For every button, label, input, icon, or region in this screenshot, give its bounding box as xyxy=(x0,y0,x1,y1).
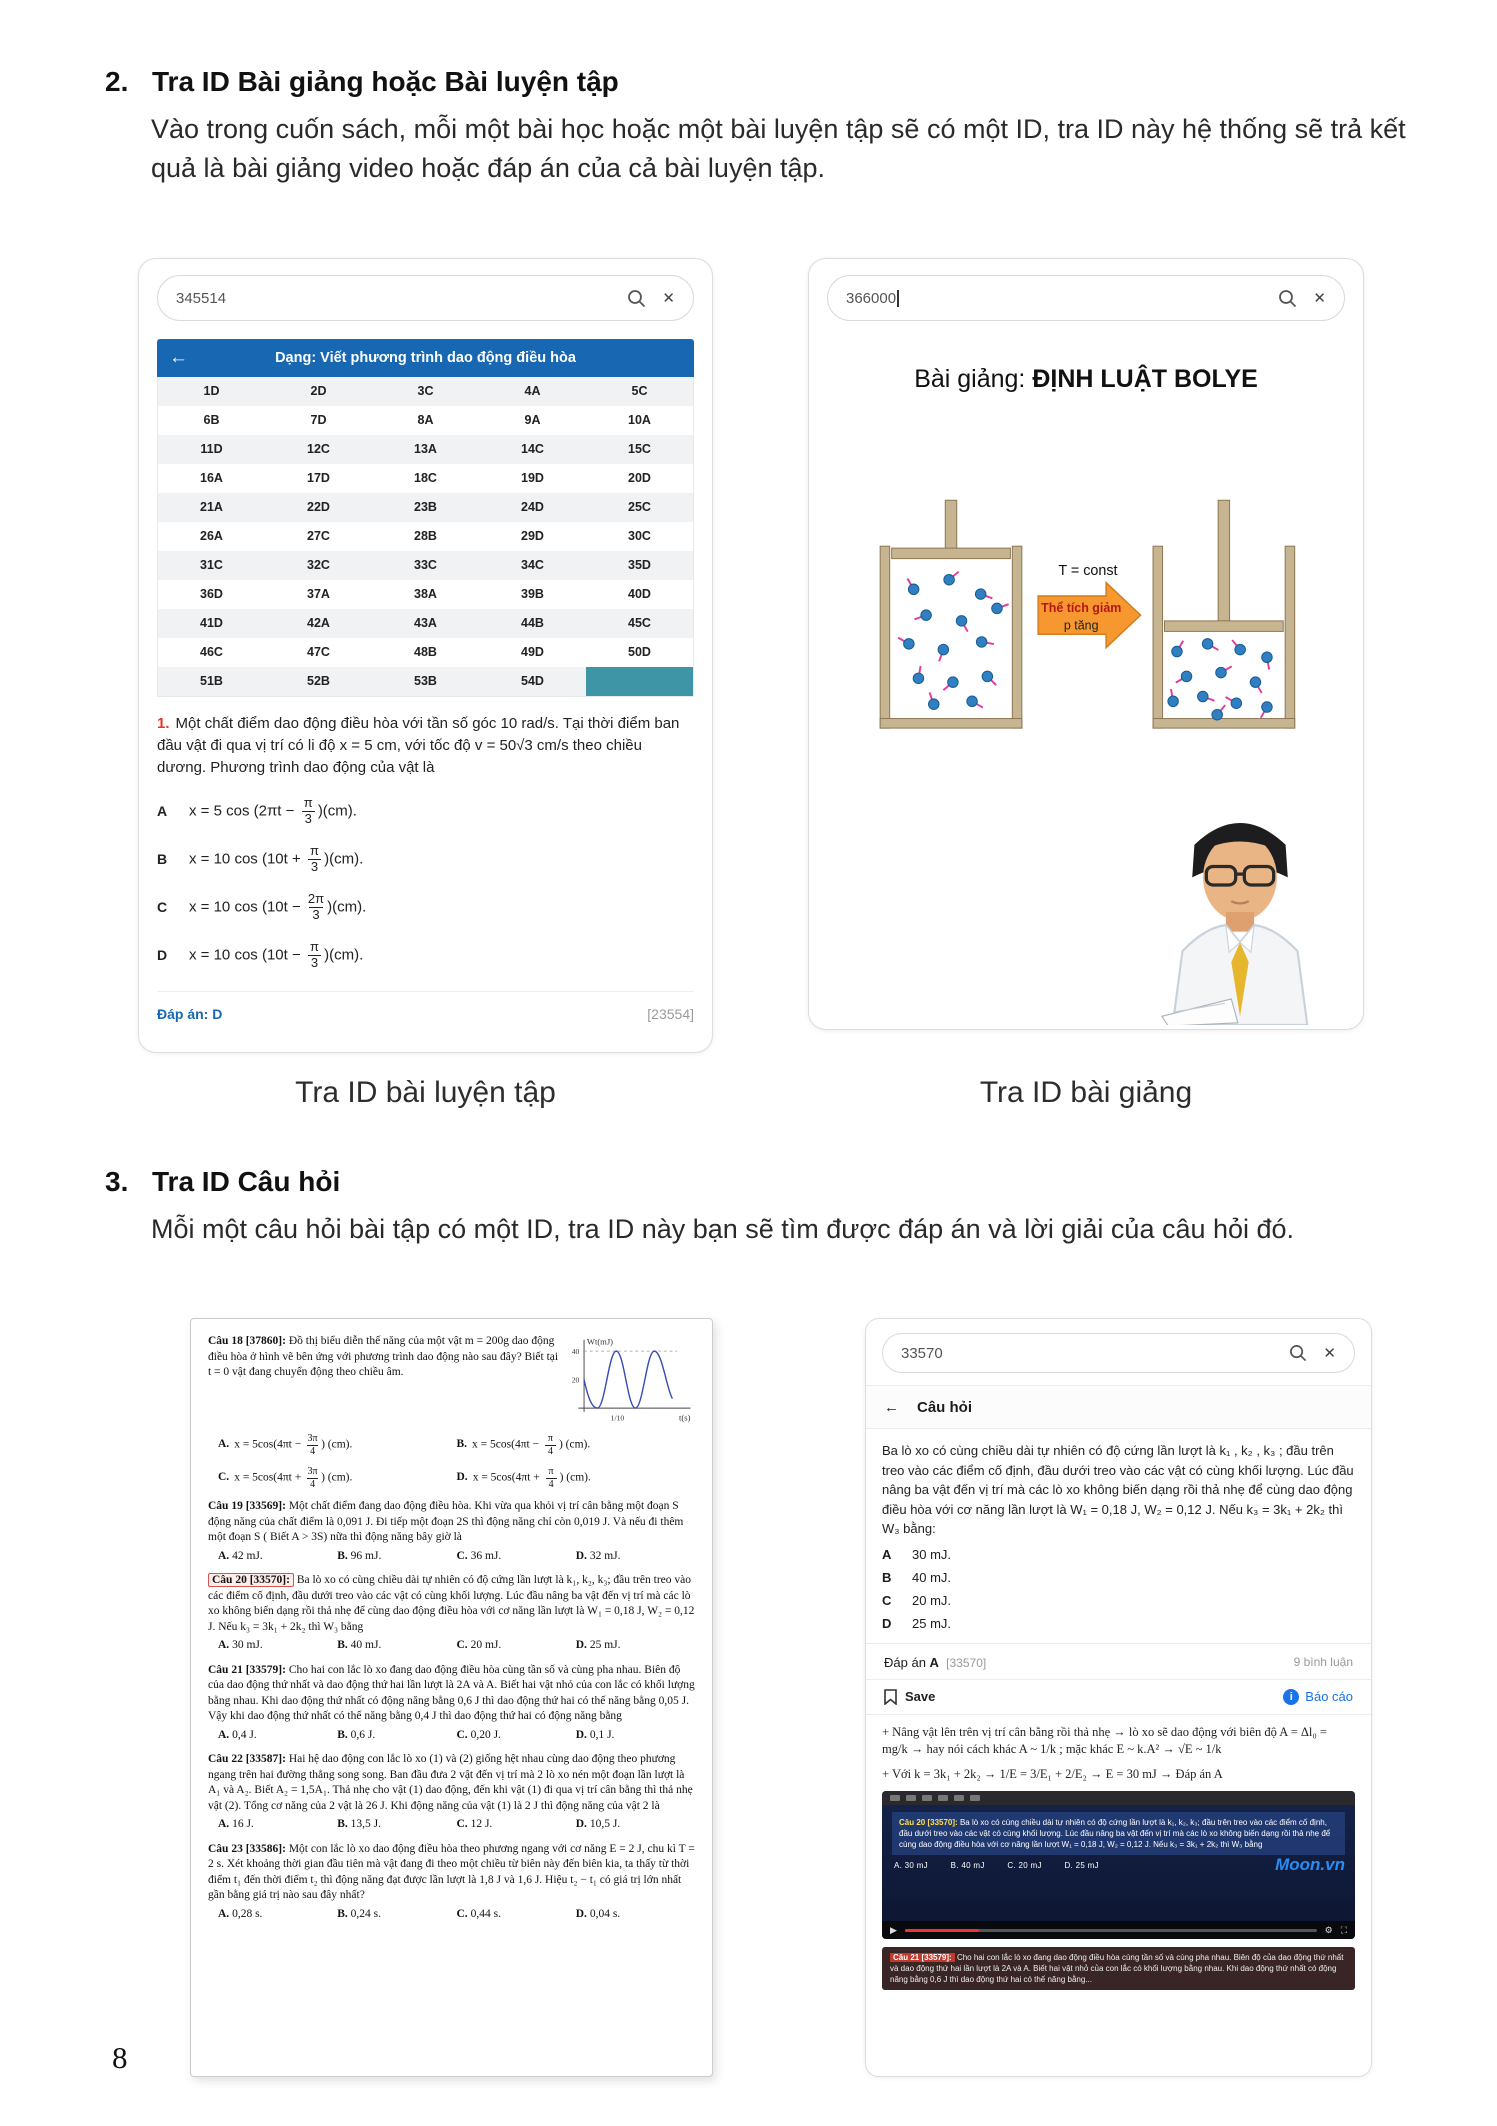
section3-number: 3. xyxy=(105,1166,129,1197)
question-text: Đồ thị biểu diễn thế năng của một vật m = 200g dao động điều hòa ở hình vẽ bên ứng với phương trình dao động nào sau đây? Biết tại t = 0 vật đang chuyển động theo chiều âm. xyxy=(208,1335,559,1378)
exercise-options xyxy=(157,796,694,971)
answer-cell: 29D xyxy=(521,529,544,543)
clear-search-icon[interactable]: ✕ xyxy=(1313,290,1326,307)
answer-cell: 42A xyxy=(265,609,372,638)
solution-line: + Nâng vật lên trên vị trí cân bằng rồi thả nhẹ → lò xo sẽ dao động với biên độ A = Δl₀ = mg/k → hay nói cách khác A ~ 1/k ; mặc khác E ~ k.A² → √E ~ 1/k xyxy=(882,1724,1327,1756)
detail-option: A 30 mJ. xyxy=(882,1546,952,1562)
answer-cell: 9A xyxy=(524,413,541,427)
section3-title: Tra ID Câu hỏi xyxy=(152,1166,341,1197)
back-arrow-icon[interactable]: ← xyxy=(884,1398,899,1416)
question-text: Một chất điểm đang dao động điều hòa. Khi vừa qua khỏi vị trí cân bằng một đoạn S động năng của chất điểm là 0,091 J. Đi tiếp một đoạn 2S thì động năng chỉ còn 0,019 J. Và nếu đi thêm một đoạn S ( Biết A > 3S) nữa thì động năng bây giờ là xyxy=(208,1500,684,1543)
question-text: Ba lò xo có cùng chiều dài tự nhiên có độ cứng lần lượt là k₁, k₂, k₃; đầu trên treo vào các điểm cố định, đầu dưới treo vào các vật có cùng khối lượng. Lúc đầu nâng ba vật đến vị trí mà các lò xo không biến dạng rồi thả nhẹ để cùng dao động điều hòa với cơ năng lần lượt là W₁ = 0,18 J, W₂ = 0,12 J. Nếu k₃ = 3k₁ + 2k₂ thì W₃ bằng xyxy=(208,1574,695,1633)
search-icon[interactable] xyxy=(1278,289,1297,308)
answer-cell: 31C xyxy=(158,551,265,580)
question-label: Câu 21 [33579]: xyxy=(208,1663,286,1676)
lecture-title-prefix: Bài giảng: xyxy=(914,365,1033,393)
question-option: A. 16 J. xyxy=(218,1818,254,1830)
answer-cell: 10A xyxy=(628,413,651,427)
solution-block xyxy=(882,1724,1355,1784)
answer-cell: 36D xyxy=(200,587,223,601)
question-item xyxy=(208,1334,695,1490)
back-arrow-icon[interactable]: ← xyxy=(169,347,188,368)
answer-cell: 48B xyxy=(414,645,437,659)
answer-cell: 41D xyxy=(158,609,265,638)
detail-answer-row xyxy=(866,1643,1371,1679)
svg-text:1/10: 1/10 xyxy=(610,1413,625,1423)
question-option: C. 20 mJ. xyxy=(456,1639,502,1651)
answer-cell: 27C xyxy=(307,529,330,543)
search-icon[interactable] xyxy=(627,289,646,308)
question-text: Một chất điểm dao động điều hòa với tần số góc 10 rad/s. Tại thời điểm ban đầu vật đi qua vị trí có li độ x = 5 cm, với tốc độ v = 50√3 cm/s theo chiều dương. Phương trình dao động của vật là xyxy=(157,715,680,776)
diagram-volume-label: Thể tích giảm xyxy=(1041,601,1122,616)
question-item xyxy=(208,1663,695,1744)
question-option: B. 0,6 J. xyxy=(337,1728,376,1741)
answer-cell: 3C xyxy=(372,377,479,406)
answer-cell: 16A xyxy=(200,471,223,485)
question-option: A. 0,28 s. xyxy=(218,1907,263,1920)
answer-cell: 28B xyxy=(414,529,437,543)
section2-title: Tra ID Bài giảng hoặc Bài luyện tập xyxy=(152,66,619,97)
answer-cell: 51B xyxy=(158,667,265,696)
answer-cell: 12C xyxy=(265,435,372,464)
question-bank-page xyxy=(190,1318,713,2077)
answer-cell: 19D xyxy=(521,471,544,485)
section2-number: 2. xyxy=(105,66,129,97)
answer-cell xyxy=(586,667,693,696)
boyle-law-diagram xyxy=(861,494,1311,742)
fullscreen-icon[interactable]: ⛶ xyxy=(1340,1924,1347,1935)
question-option: A. 0,4 J. xyxy=(218,1728,257,1741)
comments-link[interactable]: 9 bình luận xyxy=(1293,1655,1353,1669)
answer-cell: 39B xyxy=(521,587,544,601)
question-option: B x = 10 cos (10t + $\frac{\pi}{3}$ )(cm). xyxy=(157,842,364,874)
lecture-title xyxy=(827,365,1345,394)
page-number: 8 xyxy=(112,2040,128,2075)
answer-cell: 44B xyxy=(479,609,586,638)
lecture-title-name: ĐỊNH LUẬT BOLYE xyxy=(1032,365,1258,393)
answer-cell: 54D xyxy=(479,667,586,696)
svg-text:20: 20 xyxy=(571,1375,580,1385)
question-label: Câu 20 [33570]: xyxy=(208,1573,294,1587)
solution-line: + Với k = 3k₁ + 2k₂ → 1/E = 3/E₁ + 2/E₂ → E = 30 mJ → Đáp án A xyxy=(882,1766,1223,1781)
progress-bar[interactable] xyxy=(905,1929,1317,1932)
question-option: D. 25 mJ. xyxy=(575,1639,621,1651)
question-option: B. 96 mJ. xyxy=(337,1549,382,1562)
exercise-footer xyxy=(157,991,694,1022)
question-option: B. 40 mJ. xyxy=(337,1639,382,1651)
answer-label: Đáp án: D xyxy=(157,1005,223,1022)
answer-cell: 5C xyxy=(586,377,693,406)
question-option: C. 12 J. xyxy=(456,1818,493,1830)
bookmark-icon xyxy=(884,1689,897,1705)
watermark: Moon.vn xyxy=(1275,1855,1345,1874)
section3-heading xyxy=(105,1166,340,1198)
detail-option: B 40 mJ. xyxy=(882,1569,952,1585)
answer-cell: 1D xyxy=(158,377,265,406)
video-toolbar xyxy=(882,1791,1355,1805)
clear-search-icon[interactable]: ✕ xyxy=(1323,1345,1336,1362)
detail-question-text: Ba lò xo có cùng chiều dài tự nhiên có độ cứng lần lượt là k₁ , k₂ , k₃ ; đầu trên treo vào các điểm cố định, đầu dưới treo vào các vật có cùng khối lượng. Lúc đầu nâng ba vật đến vị trí mà các lò xo không biến dạng rồi thả nhẹ để cùng dao động điều hòa với cơ năng lần lượt là W₁ = 0,18 J, W₂ = 0,12 J. Nếu k₃ = 3k₁ + 2k₂ thì W₃ bằng: xyxy=(882,1443,1354,1536)
question-label: Câu 22 [33587]: xyxy=(208,1753,286,1765)
detail-header xyxy=(866,1385,1371,1429)
answer-cell: 21A xyxy=(158,493,265,522)
question-option: A. 42 mJ. xyxy=(218,1549,263,1562)
question-option: A. 30 mJ. xyxy=(218,1639,263,1651)
question-option: A x = 5 cos (2πt − $\frac{\pi}{3}$ )(cm). xyxy=(157,795,357,826)
question-option: D. 10,5 J. xyxy=(575,1818,621,1830)
answer-cell: 46C xyxy=(200,645,223,659)
answer-cell: 17D xyxy=(307,471,330,485)
info-icon: i xyxy=(1283,1689,1299,1705)
answer-cell: 2D xyxy=(265,377,372,406)
question-text: Một con lắc lò xo dao động điều hòa theo phương ngang với cơ năng E = 2 J, chu kì T = 2 s. Xét khoảng thời gian đầu tiên mà vật đang đi theo một chiều từ biên này đến biên kia, ta thấy từ thời điểm t₁ đến thời điểm t₂ thì động năng đạt được lần lượt là 1,8 J và 1,6 J. Hiệu t₂ − t₁ có giá trị lớn nhất gần bằng giá trị nào sau đây nhất? xyxy=(208,1842,695,1901)
answer-cell: 43A xyxy=(372,609,479,638)
answer-cell: 45C xyxy=(586,609,693,638)
video-options-line: A. 30 mJ B. 40 mJ C. 20 mJ D. 25 mJ xyxy=(894,1861,1099,1870)
question-text: Cho hai con lắc lò xo đang dao động điều hòa cùng tần số và cùng pha nhau. Biên độ của dao động thứ nhất và dao động thứ hai lần lượt là 2A và A. Biết hai vật nhỏ của con lắc có khối lượng bằng nhau. Khi dao động thứ nhất có động năng bằng 0,6 J thì dao động thứ hai có thế năng bằng 0,05 J. Vậy khi dao động thứ nhất có thế năng bằng 0,4 J thì dao động thứ hai có động năng bằng xyxy=(208,1663,695,1722)
answer-cell: 20D xyxy=(628,471,651,485)
detail-options xyxy=(882,1547,1355,1631)
play-icon[interactable]: ▶ xyxy=(890,1924,897,1935)
question-option: D. 0,1 J. xyxy=(575,1728,615,1741)
question-text: Hai hệ dao động con lắc lò xo (1) và (2) giống hệt nhau cùng dao động theo phương ngang trên hai đường thẳng song song. Ban đầu đưa 2 vật đến vị trí mà 2 lò xo nén một đoạn lần lượt là A₁ và A₂. Biết A₂ = 1,5A₁. Thả nhẹ cho vật (1) dao động, đến khi vật (1) đi qua vị trí cân bằng thì thả nhẹ vật (2). Tổng cơ năng của 2 vật là 26 J. Khi động năng của vật (1) là 2 J thì động năng của vật 2 là xyxy=(208,1753,693,1812)
clear-search-icon[interactable]: ✕ xyxy=(662,290,675,307)
answer-cell: 34C xyxy=(479,551,586,580)
svg-text:40: 40 xyxy=(571,1346,580,1356)
question-detail-card xyxy=(865,1318,1372,2077)
question-option: B. 0,24 s. xyxy=(337,1907,382,1920)
answer-cell: 47C xyxy=(307,645,330,659)
answer-cell: 33C xyxy=(372,551,479,580)
question-label: Câu 19 [33569]: xyxy=(208,1500,286,1512)
exercise-question xyxy=(157,713,694,779)
diagram-t-const: T = const xyxy=(1058,562,1118,579)
answer-cell: 23B xyxy=(372,493,479,522)
answer-cell: 49D xyxy=(521,645,544,659)
exercise-search-bar[interactable] xyxy=(157,275,694,321)
svg-text:t(s): t(s) xyxy=(679,1412,691,1423)
question-label: Câu 23 [33586]: xyxy=(208,1842,286,1855)
answer-cell: 11D xyxy=(158,435,265,464)
question-item xyxy=(208,1573,695,1654)
question-option: C. 0,20 J. xyxy=(456,1728,501,1741)
answer-cell: 24D xyxy=(479,493,586,522)
answer-cell: 13A xyxy=(372,435,479,464)
question-option: C x = 10 cos (10t − $\frac{2\pi}{3}$ )(cm). xyxy=(157,890,367,922)
lecture-caption: Tra ID bài giảng xyxy=(979,1076,1193,1109)
exercise-search-input[interactable]: 345514 xyxy=(176,289,227,307)
text-cursor xyxy=(897,290,899,307)
exercise-result-card xyxy=(138,258,713,1053)
answer-grid xyxy=(157,377,694,697)
answer-cell: 37A xyxy=(307,587,330,601)
question-item xyxy=(208,1499,695,1564)
answer-cell: 40D xyxy=(628,587,651,601)
question-item xyxy=(208,1842,695,1923)
potential-energy-graph xyxy=(570,1334,695,1429)
answer-cell: 32C xyxy=(265,551,372,580)
question-option: B. x = 5cos(4πt − $\frac{\pi}{4}$ ) (cm). xyxy=(456,1433,591,1457)
video-controls[interactable] xyxy=(882,1921,1355,1939)
svg-text:Wt(mJ): Wt(mJ) xyxy=(586,1336,614,1347)
answer-cell: 25C xyxy=(586,493,693,522)
question-number: 1. xyxy=(157,715,170,732)
answer-cell: 53B xyxy=(372,667,479,696)
lecture-search-bar[interactable] xyxy=(827,275,1345,321)
video-player[interactable] xyxy=(882,1791,1355,1939)
answer-cell: 26A xyxy=(200,529,223,543)
video-caption-2: Câu 21 [33579]: Cho hai con lắc lò xo đang dao động điều hòa cùng tần số và cùng pha nhau. Biên độ của dao động thứ nhất và dao động thứ hai lần lượt là 2A và A. Biết hai vật nhỏ của con lắc có khối lượng bằng nhau. Khi dao động thứ nhất có động năng bằng 0,6 J thì dao động thứ hai có thế năng bằng... xyxy=(882,1947,1355,1990)
question-option: D. 0,04 s. xyxy=(575,1907,621,1920)
teacher-photo xyxy=(1131,797,1349,1025)
answer-cell: 15C xyxy=(586,435,693,464)
detail-actions xyxy=(866,1679,1371,1715)
answer-cell: 52B xyxy=(265,667,372,696)
detail-header-title: Câu hỏi xyxy=(917,1398,972,1416)
exercise-id-badge: [23554] xyxy=(647,1005,694,1022)
detail-option: D 25 mJ. xyxy=(882,1615,952,1631)
settings-icon[interactable]: ⚙ xyxy=(1324,1924,1333,1935)
question-item xyxy=(208,1752,695,1833)
exercise-caption: Tra ID bài luyện tập xyxy=(295,1076,556,1109)
answer-cell: 35D xyxy=(586,551,693,580)
question-label: Câu 18 [37860]: xyxy=(208,1335,286,1347)
search-icon[interactable] xyxy=(1289,1344,1307,1362)
question-option: D x = 10 cos (10t − $\frac{\pi}{3}$ )(cm). xyxy=(157,938,364,970)
exercise-header xyxy=(157,339,694,377)
question-option: C. 0,44 s. xyxy=(456,1907,501,1920)
question-option: B. 13,5 J. xyxy=(337,1818,382,1830)
answer-cell: 30C xyxy=(628,529,651,543)
report-button[interactable]: i Báo cáo xyxy=(1283,1689,1353,1705)
section2-heading xyxy=(105,66,619,98)
detail-option: C 20 mJ. xyxy=(882,1592,952,1608)
answer-cell: 22D xyxy=(265,493,372,522)
detail-answer: Đáp án A [33570] xyxy=(884,1654,987,1670)
question-option: A. x = 5cos(4πt − $\frac{3\pi}{4}$ ) (cm). xyxy=(218,1433,353,1457)
save-button[interactable]: Save xyxy=(884,1689,935,1705)
answer-cell: 8A xyxy=(417,413,434,427)
section3-body: Mỗi một câu hỏi bài tập có một ID, tra ID này bạn sẽ tìm được đáp án và lời giải của câu hỏi đó. xyxy=(151,1214,1295,1244)
answer-cell: 38A xyxy=(414,587,437,601)
detail-search-bar[interactable] xyxy=(882,1333,1355,1373)
diagram-pressure-label: p tăng xyxy=(1063,618,1099,633)
answer-cell: 6B xyxy=(203,413,220,427)
question-option: D. 32 mJ. xyxy=(575,1549,621,1562)
question-option: C. 36 mJ. xyxy=(456,1549,502,1562)
detail-search-input[interactable]: 33570 xyxy=(901,1344,943,1362)
question-option: D. x = 5cos(4πt + $\frac{\pi}{4}$ ) (cm). xyxy=(456,1466,591,1490)
answer-cell: 50D xyxy=(628,645,651,659)
lecture-search-input[interactable]: 366000 xyxy=(846,289,897,307)
section2-body: Vào trong cuốn sách, mỗi một bài học hoặc một bài luyện tập sẽ có một ID, tra ID này hệ thống sẽ trả kết quả là bài giảng video hoặc đáp án của cả bài luyện tập. xyxy=(151,114,1406,183)
exercise-title: Dạng: Viết phương trình dao động điều hòa xyxy=(275,350,576,366)
lecture-result-card xyxy=(808,258,1364,1030)
answer-cell: 18C xyxy=(414,471,437,485)
answer-cell: 14C xyxy=(479,435,586,464)
question-option: C. x = 5cos(4πt + $\frac{3\pi}{4}$ ) (cm). xyxy=(218,1466,353,1490)
answer-cell: 7D xyxy=(310,413,327,427)
answer-cell: 4A xyxy=(479,377,586,406)
video-caption: Câu 20 [33570]: Ba lò xo có cùng chiều dài tự nhiên có độ cứng lần lượt là k₁, k₂, k₃; đầu trên treo vào các điểm cố định, đầu dưới treo vào các vật có cùng khối lượng. Lúc đầu nâng ba vật đến vị trí mà các lò xo không biến dạng rồi thả nhẹ để cùng dao động điều hòa với cơ năng lần lượt W₁ = 0,18 J, W₂ = 0,12 J. Nếu k₃ = 3k₁ + 2k₂ thì W₃ bằng xyxy=(892,1812,1345,1855)
